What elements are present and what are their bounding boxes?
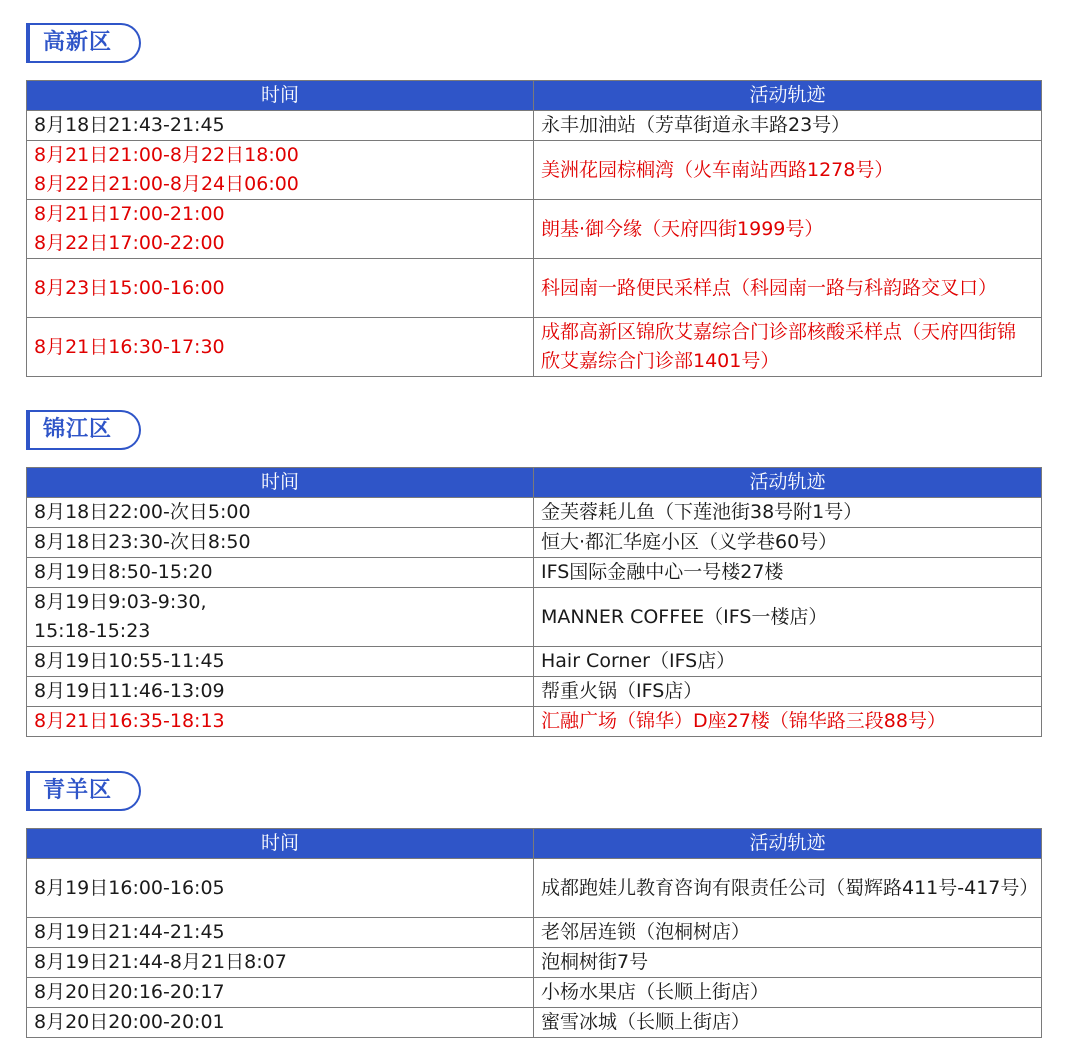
trace-table bbox=[26, 80, 1042, 377]
trace-cell: 永丰加油站（芳草街道永丰路23号） bbox=[534, 111, 1042, 141]
table-header-row bbox=[27, 468, 1042, 498]
trace-cell: Hair Corner（IFS店） bbox=[534, 647, 1042, 677]
time-cell: 8月19日21:44-8月21日8:07 bbox=[27, 948, 534, 978]
time-cell: 8月19日10:55-11:45 bbox=[27, 647, 534, 677]
header-trace: 活动轨迹 bbox=[534, 468, 1042, 498]
table-row bbox=[27, 918, 1042, 948]
trace-cell: 泡桐树街7号 bbox=[534, 948, 1042, 978]
time-cell: 8月21日16:35-18:13 bbox=[27, 707, 534, 737]
trace-cell: 成都高新区锦欣艾嘉综合门诊部核酸采样点（天府四街锦欣艾嘉综合门诊部1401号） bbox=[534, 318, 1042, 377]
time-cell: 8月21日17:00-21:00 8月22日17:00-22:00 bbox=[27, 200, 534, 259]
time-cell: 8月23日15:00-16:00 bbox=[27, 259, 534, 318]
header-time: 时间 bbox=[27, 468, 534, 498]
header-time: 时间 bbox=[27, 829, 534, 859]
section-gaoxin bbox=[26, 23, 1041, 377]
table-row bbox=[27, 647, 1042, 677]
table-row bbox=[27, 948, 1042, 978]
time-cell: 8月18日21:43-21:45 bbox=[27, 111, 534, 141]
time-cell: 8月19日11:46-13:09 bbox=[27, 677, 534, 707]
trace-cell: 帮重火锅（IFS店） bbox=[534, 677, 1042, 707]
trace-table bbox=[26, 467, 1042, 737]
header-trace: 活动轨迹 bbox=[534, 81, 1042, 111]
trace-cell: 美洲花园棕榈湾（火车南站西路1278号） bbox=[534, 141, 1042, 200]
table-row bbox=[27, 528, 1042, 558]
table-header-row bbox=[27, 829, 1042, 859]
time-cell: 8月19日9:03-9:30, 15:18-15:23 bbox=[27, 588, 534, 647]
district-title: 锦江区 bbox=[43, 417, 113, 442]
table-row bbox=[27, 677, 1042, 707]
trace-cell: 金芙蓉耗儿鱼（下莲池街38号附1号） bbox=[534, 498, 1042, 528]
table-row bbox=[27, 978, 1042, 1008]
table-row bbox=[27, 259, 1042, 318]
time-cell: 8月18日23:30-次日8:50 bbox=[27, 528, 534, 558]
table-row bbox=[27, 558, 1042, 588]
table-row bbox=[27, 111, 1042, 141]
time-cell: 8月19日8:50-15:20 bbox=[27, 558, 534, 588]
trace-cell: 朗基·御今缘（天府四街1999号） bbox=[534, 200, 1042, 259]
district-title: 高新区 bbox=[43, 30, 113, 55]
table-row bbox=[27, 859, 1042, 918]
trace-cell: 汇融广场（锦华）D座27楼（锦华路三段88号） bbox=[534, 707, 1042, 737]
section-jinjiang bbox=[26, 410, 1041, 737]
time-cell: 8月20日20:00-20:01 bbox=[27, 1008, 534, 1038]
table-row bbox=[27, 141, 1042, 200]
time-cell: 8月18日22:00-次日5:00 bbox=[27, 498, 534, 528]
district-tag bbox=[26, 23, 141, 63]
table-row bbox=[27, 1008, 1042, 1038]
time-cell: 8月20日20:16-20:17 bbox=[27, 978, 534, 1008]
table-row bbox=[27, 588, 1042, 647]
table-row bbox=[27, 498, 1042, 528]
header-trace: 活动轨迹 bbox=[534, 829, 1042, 859]
trace-cell: IFS国际金融中心一号楼27楼 bbox=[534, 558, 1042, 588]
header-time: 时间 bbox=[27, 81, 534, 111]
table-header-row bbox=[27, 81, 1042, 111]
table-row bbox=[27, 318, 1042, 377]
time-cell: 8月19日16:00-16:05 bbox=[27, 859, 534, 918]
district-tag bbox=[26, 410, 141, 450]
time-cell: 8月21日16:30-17:30 bbox=[27, 318, 534, 377]
trace-cell: MANNER COFFEE（IFS一楼店） bbox=[534, 588, 1042, 647]
trace-cell: 蜜雪冰城（长顺上街店） bbox=[534, 1008, 1042, 1038]
table-row bbox=[27, 200, 1042, 259]
district-title: 青羊区 bbox=[43, 778, 113, 803]
trace-cell: 恒大·都汇华庭小区（义学巷60号） bbox=[534, 528, 1042, 558]
trace-cell: 科园南一路便民采样点（科园南一路与科韵路交叉口） bbox=[534, 259, 1042, 318]
trace-cell: 成都跑娃儿教育咨询有限责任公司（蜀辉路411号-417号） bbox=[534, 859, 1042, 918]
trace-table bbox=[26, 828, 1042, 1038]
trace-cell: 老邻居连锁（泡桐树店） bbox=[534, 918, 1042, 948]
district-tag bbox=[26, 771, 141, 811]
table-row bbox=[27, 707, 1042, 737]
time-cell: 8月21日21:00-8月22日18:00 8月22日21:00-8月24日06:00 bbox=[27, 141, 534, 200]
trace-cell: 小杨水果店（长顺上街店） bbox=[534, 978, 1042, 1008]
time-cell: 8月19日21:44-21:45 bbox=[27, 918, 534, 948]
section-qingyang bbox=[26, 771, 1041, 1038]
